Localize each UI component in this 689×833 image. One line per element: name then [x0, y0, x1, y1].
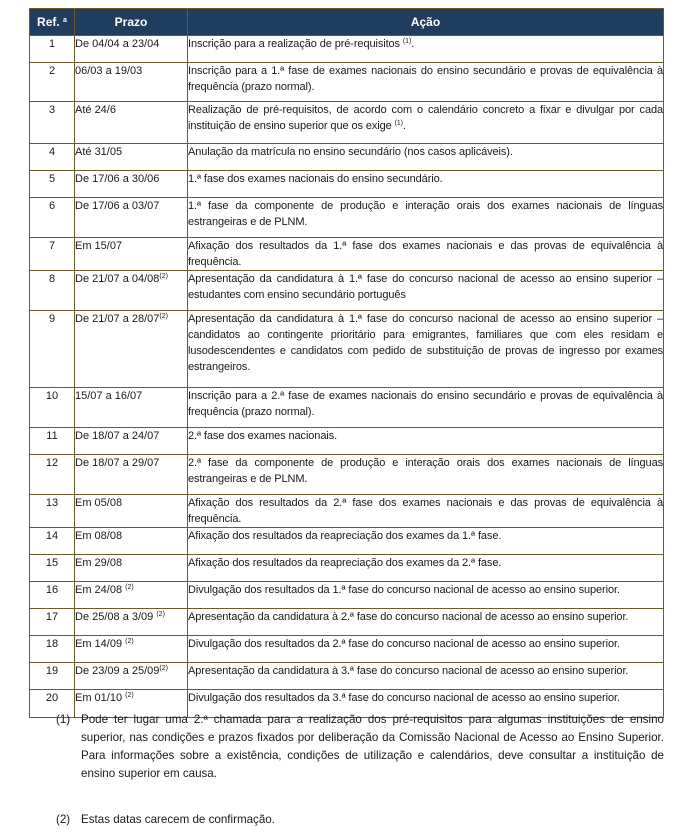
- header-prazo: Prazo: [75, 9, 188, 36]
- table-row: [30, 663, 664, 690]
- cell-prazo: De 18/07 a 24/07: [75, 428, 188, 455]
- table-row: [30, 582, 664, 609]
- footnotes: [56, 711, 664, 829]
- cell-prazo: 15/07 a 16/07: [75, 388, 188, 428]
- cell-acao: Apresentação da candidatura à 3.ª fase do concurso nacional de acesso ao ensino superior.: [188, 663, 664, 690]
- cell-prazo: De 25/08 a 3/09 $^{(2)}$: [75, 609, 188, 636]
- cell-prazo: Em 14/09 $^{(2)}$: [75, 636, 188, 663]
- cell-prazo: De 04/04 a 23/04: [75, 36, 188, 63]
- cell-ref: 10: [30, 388, 75, 428]
- cell-ref: 6: [30, 198, 75, 238]
- footnote-2: [56, 811, 664, 829]
- cell-ref: 7: [30, 238, 75, 271]
- header-acao: Ação: [188, 9, 664, 36]
- cell-prazo: Em 29/08: [75, 555, 188, 582]
- cell-prazo: De 21/07 a 28/07$^{(2)}$: [75, 311, 188, 388]
- cell-prazo: Em 15/07: [75, 238, 188, 271]
- cell-acao: Apresentação da candidatura à 1.ª fase do concurso nacional de acesso ao ensino superior – estudantes com ensino secundário português: [188, 271, 664, 311]
- calendar-table: [29, 8, 664, 718]
- cell-ref: 20: [30, 690, 75, 718]
- cell-ref: 11: [30, 428, 75, 455]
- footnote-ref: (2): [125, 692, 134, 699]
- footnote-ref: (2): [125, 638, 134, 645]
- cell-acao: Anulação da matrícula no ensino secundário (nos casos aplicáveis).: [188, 144, 664, 171]
- cell-ref: 14: [30, 528, 75, 555]
- cell-acao: Apresentação da candidatura à 1.ª fase do concurso nacional de acesso ao ensino superior – candidatos ao contingente prioritário para emigrantes, familiares que com eles residam e lusodescendentes e candidatos com pedido de substituição de provas de ingresso por exames estrangeiros.: [188, 311, 664, 388]
- cell-ref: 19: [30, 663, 75, 690]
- table-row: [30, 238, 664, 271]
- cell-acao: Afixação dos resultados da 2.ª fase dos exames nacionais e das provas de equivalência à frequência.: [188, 495, 664, 528]
- cell-ref: 15: [30, 555, 75, 582]
- cell-acao: Afixação dos resultados da reapreciação dos exames da 1.ª fase.: [188, 528, 664, 555]
- table-row: [30, 636, 664, 663]
- header-ref: Ref. $^a$: [30, 9, 75, 36]
- table-row: [30, 609, 664, 636]
- table-row: [30, 528, 664, 555]
- footnote-text: Pode ter lugar uma 2.ª chamada para a realização dos pré-requisitos para algumas instituições de ensino superior, nas condições e prazos fixados por deliberação da Comissão Nacional de Acesso ao Ensino Superior. Para informações sobre a existência, condições de utilização e calendários, deve consultar a instituição de ensino superior em causa.: [81, 713, 664, 780]
- cell-prazo: 06/03 a 19/03: [75, 63, 188, 102]
- cell-prazo: Em 24/08 $^{(2)}$: [75, 582, 188, 609]
- table-row: [30, 271, 664, 311]
- cell-ref: 13: [30, 495, 75, 528]
- table-row: [30, 455, 664, 495]
- cell-acao: Divulgação dos resultados da 1.ª fase do concurso nacional de acesso ao ensino superior.: [188, 582, 664, 609]
- cell-acao: Inscrição para a 1.ª fase de exames nacionais do ensino secundário e provas de equivalência à frequência (prazo normal).: [188, 63, 664, 102]
- cell-prazo: Até 24/6: [75, 102, 188, 144]
- cell-prazo: De 17/06 a 03/07: [75, 198, 188, 238]
- table-row: [30, 63, 664, 102]
- footnote-ref: (2): [159, 273, 168, 280]
- footnote-ref: (2): [159, 313, 168, 320]
- cell-ref: 17: [30, 609, 75, 636]
- cell-acao: Divulgação dos resultados da 2.ª fase do concurso nacional de acesso ao ensino superior.: [188, 636, 664, 663]
- cell-acao: 2.ª fase dos exames nacionais.: [188, 428, 664, 455]
- footnote-number: (1): [56, 713, 71, 726]
- cell-prazo: Em 01/10 $^{(2)}$: [75, 690, 188, 718]
- footnote-1: [56, 711, 664, 783]
- cell-acao: 1.ª fase da componente de produção e interação orais dos exames nacionais de línguas estrangeiras e de PLNM.: [188, 198, 664, 238]
- table-header-row: [30, 9, 664, 36]
- cell-ref: 4: [30, 144, 75, 171]
- cell-ref: 12: [30, 455, 75, 495]
- table-row: [30, 102, 664, 144]
- cell-acao: Inscrição para a 2.ª fase de exames nacionais do ensino secundário e provas de equivalência à frequência (prazo normal).: [188, 388, 664, 428]
- table-row: [30, 144, 664, 171]
- cell-acao: 1.ª fase dos exames nacionais do ensino secundário.: [188, 171, 664, 198]
- cell-prazo: Até 31/05: [75, 144, 188, 171]
- cell-prazo: De 23/09 a 25/09$^{(2)}$: [75, 663, 188, 690]
- cell-ref: 3: [30, 102, 75, 144]
- cell-acao: Afixação dos resultados da reapreciação dos exames da 2.ª fase.: [188, 555, 664, 582]
- cell-ref: 1: [30, 36, 75, 63]
- cell-acao: Afixação dos resultados da 1.ª fase dos exames nacionais e das provas de equivalência à frequência.: [188, 238, 664, 271]
- table-row: [30, 311, 664, 388]
- table-row: [30, 198, 664, 238]
- cell-acao: Inscrição para a realização de pré-requisitos $^{(1)}$.: [188, 36, 664, 63]
- cell-prazo: Em 05/08: [75, 495, 188, 528]
- footnote-number: (2): [56, 813, 71, 826]
- cell-prazo: De 21/07 a 04/08$^{(2)}$: [75, 271, 188, 311]
- cell-ref: 8: [30, 271, 75, 311]
- table-row: [30, 555, 664, 582]
- table-row: [30, 171, 664, 198]
- cell-prazo: Em 08/08: [75, 528, 188, 555]
- cell-ref: 2: [30, 63, 75, 102]
- footnote-ref: (2): [125, 584, 134, 591]
- cell-acao: 2.ª fase da componente de produção e interação orais dos exames nacionais de línguas estrangeiras e de PLNM.: [188, 455, 664, 495]
- table-row: [30, 428, 664, 455]
- table-row: [30, 388, 664, 428]
- table-row: [30, 36, 664, 63]
- cell-ref: 9: [30, 311, 75, 388]
- cell-acao: Divulgação dos resultados da 3.ª fase do concurso nacional de acesso ao ensino superior.: [188, 690, 664, 718]
- cell-ref: 5: [30, 171, 75, 198]
- footnote-text: Estas datas carecem de confirmação.: [81, 813, 275, 826]
- cell-ref: 18: [30, 636, 75, 663]
- footnote-ref: (2): [159, 665, 168, 672]
- cell-ref: 16: [30, 582, 75, 609]
- table-body: [30, 36, 664, 718]
- cell-prazo: De 18/07 a 29/07: [75, 455, 188, 495]
- table-row: [30, 495, 664, 528]
- cell-prazo: De 17/06 a 30/06: [75, 171, 188, 198]
- footnote-ref: (2): [156, 611, 165, 618]
- cell-acao: Apresentação da candidatura à 2.ª fase do concurso nacional de acesso ao ensino superior.: [188, 609, 664, 636]
- cell-acao: Realização de pré-requisitos, de acordo com o calendário concreto a fixar e divulgar por cada instituição de ensino superior que os exige $^{(1)}$.: [188, 102, 664, 144]
- footnote-ref: (1): [394, 120, 403, 127]
- footnote-ref: (1): [402, 38, 412, 45]
